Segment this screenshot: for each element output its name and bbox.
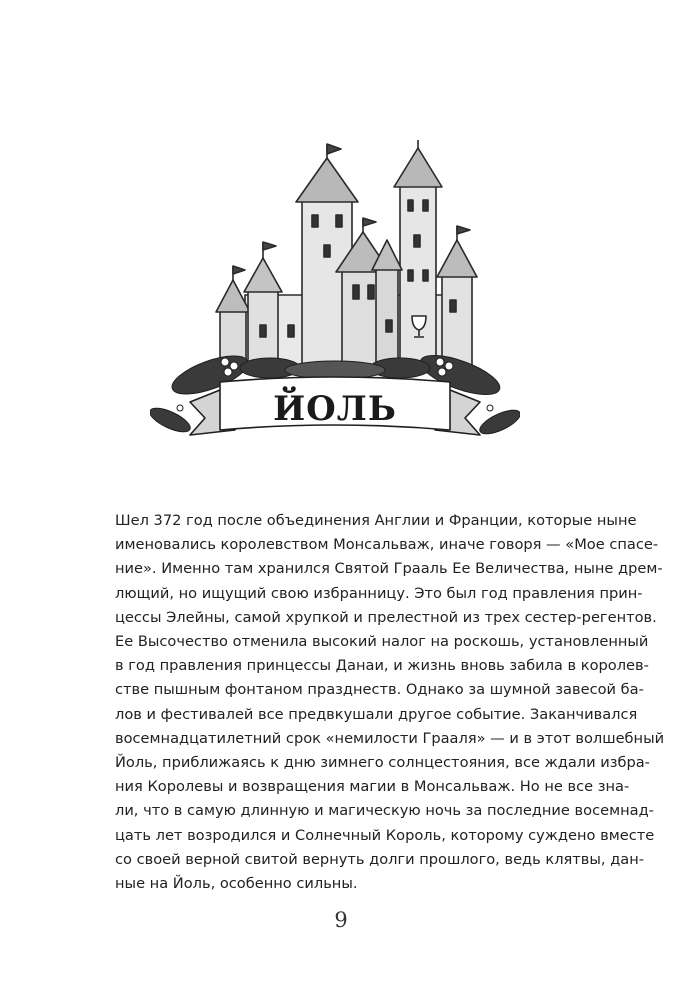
text-line: лов и фестивалей все предвкушали другое событие. Заканчивался <box>115 705 638 723</box>
text-line: именовались королевством Монсальваж, иначе говоря — «Мое спасе- <box>115 536 659 554</box>
text-line: Йоль, приближаясь к дню зимнего солнцестояния, все ждали избра- <box>115 754 650 772</box>
text-line: ния Королевы и возвращения магии в Монсальваж. Но не все зна- <box>115 778 630 796</box>
text-line: в год правления принцессы Данаи, и жизнь вновь забила в королев- <box>115 657 649 675</box>
text-line: восемнадцатилетний срок «немилости Грааля» — и в этот волшебный <box>115 729 665 747</box>
text-line: стве пышным фонтаном празднеств. Однако за шумной завесой ба- <box>115 681 644 699</box>
text-line: ли, что в самую длинную и магическую ночь за последние восемнад- <box>115 802 654 820</box>
castle-illustration <box>150 140 520 450</box>
text-line: лющий, но ищущий свою избранницу. Это был год правления прин- <box>115 584 643 602</box>
chapter-title: ЙОЛЬ <box>273 389 397 429</box>
page-number: 9 <box>334 908 348 932</box>
castle-drawing <box>150 140 520 450</box>
text-line: Ее Высочество отменила высокий налог на роскошь, установленный <box>115 633 649 651</box>
text-line: цать лет возродился и Солнечный Король, которому суждено вместе <box>115 826 655 844</box>
body-text <box>115 509 665 896</box>
text-line: со своей верной свитой вернуть долги прошлого, ведь клятвы, дан- <box>115 850 645 868</box>
text-line: цессы Элейны, самой хрупкой и прелестной из трех сестер-регентов. <box>115 608 657 626</box>
text-line: ние». Именно там хранился Святой Грааль Ее Величества, ныне дрем- <box>115 560 663 578</box>
text-line: ные на Йоль, особенно сильны. <box>115 875 358 893</box>
text-line: Шел 372 год после объединения Англии и Франции, которые ныне <box>115 512 637 529</box>
